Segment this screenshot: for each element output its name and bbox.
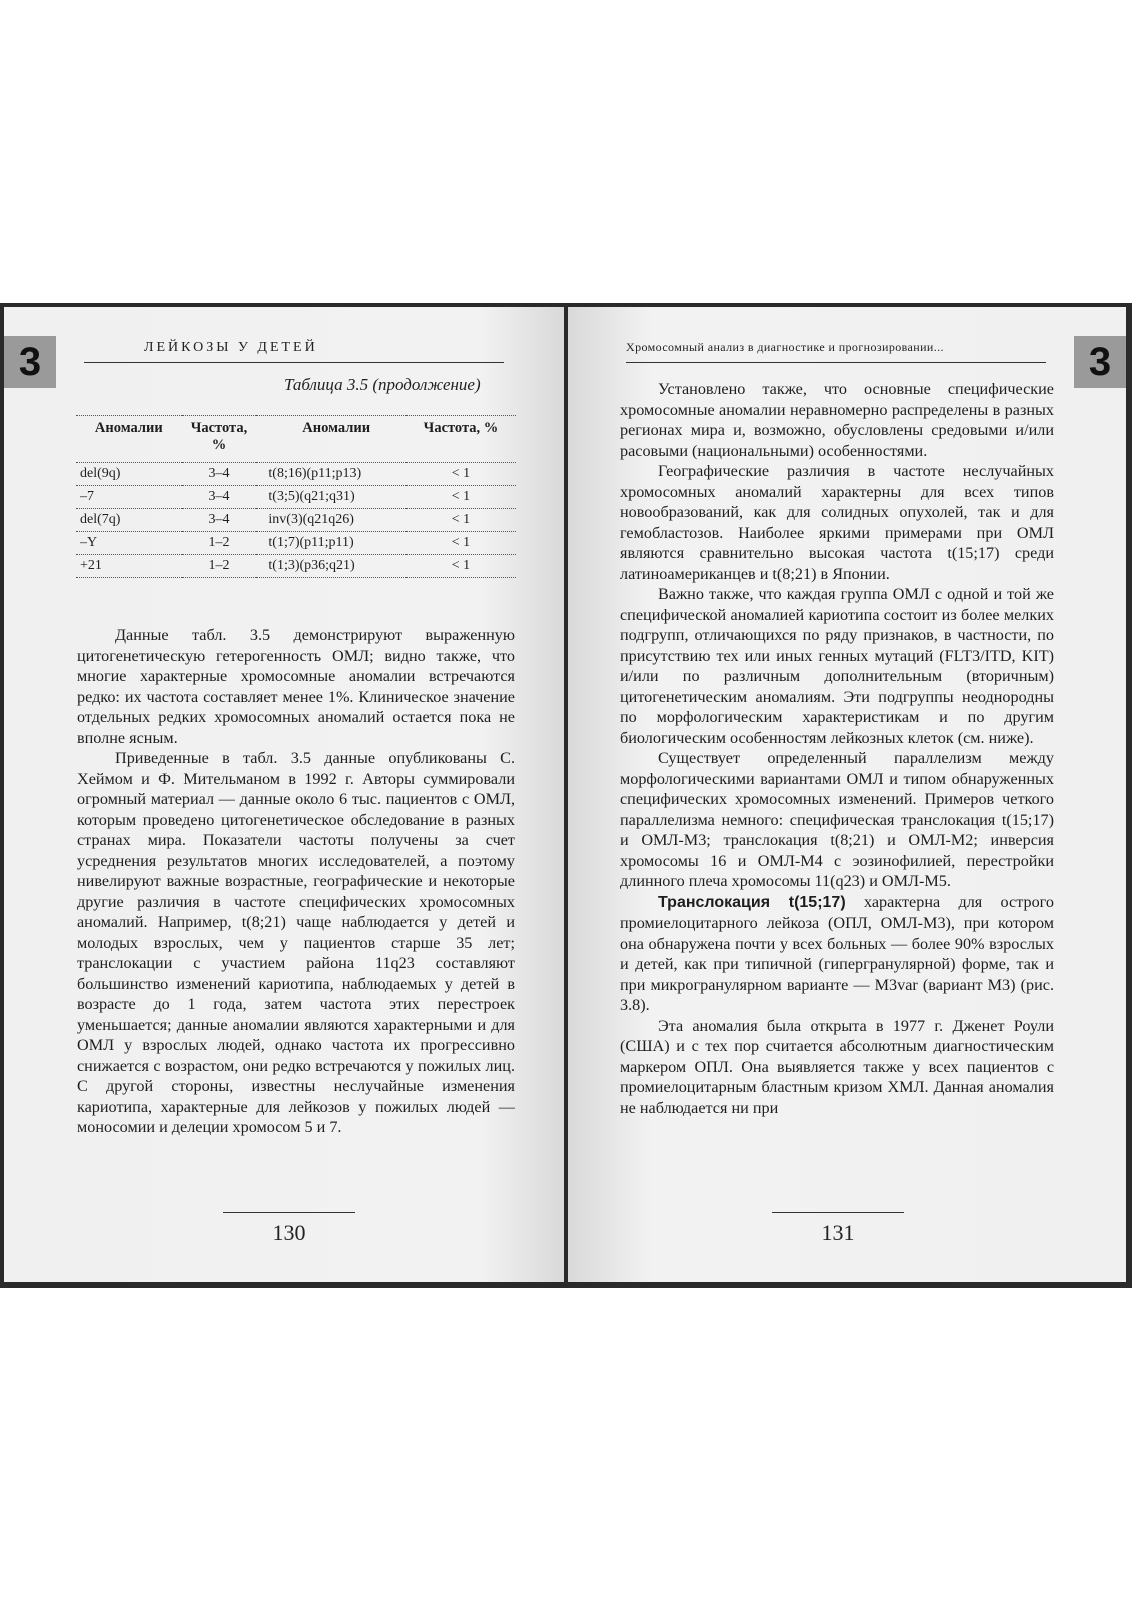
paragraph: Важно также, что каждая группа ОМЛ с одной и той же специфической аномалией кариотипа состоит из более мелких подгрупп, отличающихся по ряду признаков, в частности, по присутствию тех или иных генных мутаций (FLT3/ITD, KIT) и/или по различным дополнительным (вторичным) цитогенетическим аномалиям. Эти подгруппы неоднородны по морфологическим характеристикам и по другим биологическим особенностям лейкозных клеток (см. ниже). — [620, 585, 1054, 747]
table-row — [76, 463, 516, 486]
page-number: 131 — [821, 1220, 855, 1245]
right-page — [568, 307, 1126, 1282]
table-caption: Таблица 3.5 (продолжение) — [284, 375, 481, 394]
paragraph: Эта аномалия была открыта в 1977 г. Дженет Роули (США) и с тех пор считается абсолютным диагностическим маркером ОПЛ. Она выявляется также у всех пациентов с промиелоцитарным бластным кризом ХМЛ. Данная аномалия не наблюдается ни при — [620, 1016, 1054, 1117]
paragraph: Установлено также, что основные специфические хромосомные аномалии неравномерно распределены в разных регионах мира и, возможно, обусловлены средовыми и/или расовыми (национальными) особенностями. — [620, 380, 1054, 460]
table-cell: t(1;7)(p11;p11) — [256, 532, 406, 555]
paragraph: Существует определенный параллелизм между морфологическими вариантами ОМЛ и типом обнаруженных специфических хромосомных изменений. Примеров четкого параллелизма немного: специфическая транслокация t(15;17) и ОМЛ-М3; транслокация t(8;21) и ОМЛ-М2; инверсия хромосомы 16 и ОМЛ-М4 с эозинофилией, перестройки длинного плеча хромосомы 11(q23) и ОМЛ-М5. — [620, 749, 1054, 890]
table-cell: 1–2 — [182, 555, 257, 578]
table-cell: +21 — [76, 555, 182, 578]
table-cell: < 1 — [406, 486, 516, 509]
running-head: ЛЕЙКОЗЫ У ДЕТЕЙ — [144, 340, 318, 355]
table-cell: < 1 — [406, 463, 516, 486]
column-header: Аномалии — [76, 416, 182, 463]
paragraph: Приведенные в табл. 3.5 данные опубликованы С. Хеймом и Ф. Мительманом в 1992 г. Авторы суммировали огромный материал — данные около 6 тыс. пациентов с ОМЛ, которым проведено цитогенетическое обследование в разных странах мира. Показатели частоты получены за счет усреднения результатов многих исследователей, а поэтому нивелируют важные возрастные, географические и некоторые другие различия в частоте специфических хромосомных аномалий. Например, t(8;21) чаще наблюдается у детей и молодых взрослых, чем у пациентов старше 35 лет; транслокации с участием района 11q23 составляют большинство изменений кариотипа, наблюдаемых у детей в возрасте до 1 года, затем частота этих перестроек уменьшается; данные аномалии являются характерными и для ОМЛ у взрослых людей, однако частота их прогрессивно снижается с возрастом, они редко встречаются у пожилых лиц. С другой стороны, известны неслучайные изменения кариотипа, характерные для лейкозов у пожилых людей — моносомии и делеции хромосом 5 и 7. — [77, 749, 515, 1136]
table-cell: 3–4 — [182, 486, 257, 509]
table-cell: t(3;5)(q21;q31) — [256, 486, 406, 509]
chapter-tab: 3 — [1074, 336, 1126, 388]
column-header: Аномалии — [256, 416, 406, 463]
table-cell: < 1 — [406, 509, 516, 532]
header-rule — [626, 362, 1046, 363]
table-cell: 1–2 — [182, 532, 257, 555]
table-cell: del(7q) — [76, 509, 182, 532]
left-page — [4, 307, 564, 1282]
running-head: Хромосомный анализ в диагностике и прогнозировании... — [626, 340, 944, 354]
table-cell: inv(3)(q21q26) — [256, 509, 406, 532]
table-cell: < 1 — [406, 555, 516, 578]
table-cell: del(9q) — [76, 463, 182, 486]
table-row — [76, 486, 516, 509]
table-cell: < 1 — [406, 532, 516, 555]
anomalies-table — [76, 415, 516, 578]
chapter-tab: 3 — [4, 336, 56, 388]
right-body-text — [620, 379, 1054, 1118]
header-rule — [84, 362, 504, 363]
table-cell: 3–4 — [182, 509, 257, 532]
paragraph-text: характерна для острого промиелоцитарного лейкоза (ОПЛ, ОМЛ-М3), при котором она обнаружена почти у всех больных — более 90% взрослых и детей, как при типичной (гипергранулярной) форме, так и при микрогранулярном варианте — M3var (вариант М3) (рис. 3.8). — [620, 892, 1055, 1014]
paragraph — [620, 892, 1054, 1016]
page-number: 130 — [272, 1220, 306, 1245]
table-cell: t(8;16)(p11;p13) — [256, 463, 406, 486]
paragraph: Данные табл. 3.5 демонстрируют выраженную цитогенетическую гетерогенность ОМЛ; видно также, что многие характерные хромосомные аномалии встречаются редко: их частота составляет менее 1%. Клиническое значение отдельных редких хромосомных аномалий остается пока не вполне ясным. — [77, 626, 515, 747]
table-cell: 3–4 — [182, 463, 257, 486]
table-cell: –7 — [76, 486, 182, 509]
column-header: Частота, % — [182, 416, 257, 463]
footer-rule — [772, 1212, 904, 1213]
paragraph: Географические различия в частоте неслучайных хромосомных аномалий характерны для всех типов новообразований, как для солидных опухолей, так и для гемобластозов. Наиболее яркими примерами при ОМЛ являются сравнительно высокая частота t(15;17) среди латиноамериканцев и t(8;21) в Японии. — [620, 462, 1054, 583]
footer-rule — [223, 1212, 355, 1213]
table-cell: –Y — [76, 532, 182, 555]
left-body-text — [77, 625, 515, 1138]
table-row — [76, 532, 516, 555]
column-header: Частота, % — [406, 416, 516, 463]
table-row — [76, 509, 516, 532]
section-keyword: Транслокация t(15;17) — [658, 893, 846, 911]
table-header-row — [76, 416, 516, 463]
table-row — [76, 555, 516, 578]
table-cell: t(1;3)(p36;q21) — [256, 555, 406, 578]
